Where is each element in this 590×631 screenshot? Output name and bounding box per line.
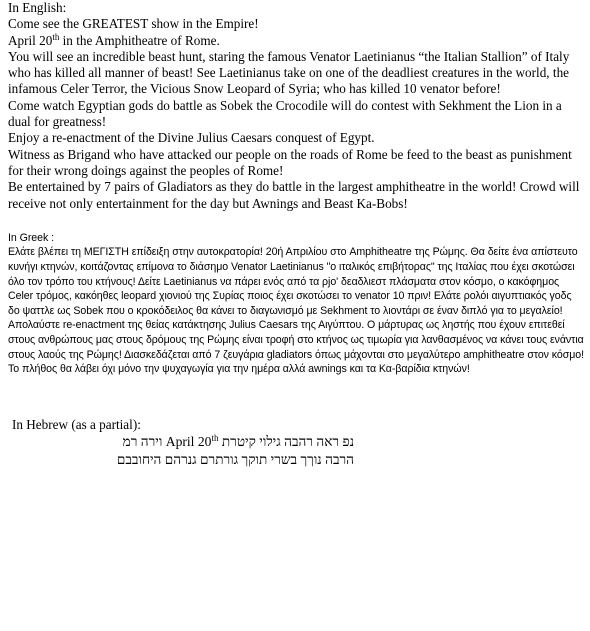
hebrew-date (166, 434, 219, 449)
hebrew-line-1-end: וירה רמ (122, 433, 163, 449)
greek-section (8, 231, 586, 377)
date-location-text: in the Amphitheatre of Rome. (59, 32, 220, 48)
english-paragraph-4: Come watch Egyptian gods do battle as Sobek the Crocodile will do contest with Sekhment the Lion in a dual for greatness! (8, 97, 562, 130)
hebrew-date-ordinal: th (211, 432, 219, 443)
english-paragraph-6: Witness as Brigand who have attacked our people on the roads of Rome be feed to the beast as punishment for their wrong doings against the peoples of Rome! (8, 146, 572, 178)
english-heading: In English: (8, 0, 67, 15)
english-paragraph-5: Enjoy a re-enactment of the Divine Julius Caesars conquest of Egypt. (8, 130, 375, 146)
document (8, 0, 586, 469)
english-paragraph-3: You will see an incredible beast hunt, staring the famous Venator Laetinianus “the Italian Stallion” of Italy who has killed all manner of beast! See Laetinianus take on one of the deadliest creatures in the world, the infamous Celer Terror, the Vicious Snow Leopard of Syria; who has killed 10 venator before! (8, 48, 570, 97)
hebrew-line-1-start: נפ ראה רהבה גילוי קיטרת (221, 433, 354, 449)
english-paragraph-1: Come see the GREATEST show in the Empire! (8, 16, 259, 32)
hebrew-heading: In Hebrew (as a partial): (12, 416, 141, 432)
english-section (8, 0, 586, 212)
greek-heading: In Greek : (8, 231, 55, 244)
hebrew-section (12, 417, 586, 469)
greek-body: Ελάτε βλέπει τη ΜΕΓΙΣΤΗ επίδειξη στην αυτοκρατορία! 20ή Απριλίου στο Amphitheatre της Ρώμης. Θα δείτε ένα απίστευτο κυνήγι κτηνών, κοιτάζοντας επίμονα το διάσημο Venator Laetinianus "ο ιταλικός επιβήτορας" της Ιταλίας που έχει σκοτώσει όλο τον τρόπο του κτήνους! Δείτε Laetinianus να πάρει ενός από τα ρjο' δεαδλιεστ πλάσματα στον κόσμο, ο κακόφημος Celer τρόμος, κακόηθες leopard χιονιού της Συρίας ποιος έχει σκοτώσει το venator 10 πριν! Ελάτε ρολόι αιγυπτιακός γοδς δο ψαττλε ως Sobek που ο κροκόδειλος θα κάνει το διαγωνισμό με Sekhment το λιοντάρι σε έναν διπλό για το μεγαλείο! Απολαύστε re-enactment της θείας κατάκτησης Julius Caesars της Αιγύπτου. Ο μάρτυρας ως ληστής που έχουν επιτεθεί στους ανθρώπους μας στους δρόμους της Ρώμης είναι τροφή στο κτήνος ως τιμωρία για λανθασμένος να κάνει τους ενάντια στους λαούς της Ρώμης! Διασκεδάζεται από 7 ζευγάρια gladiators όπως μάχονται στο μεγαλύτερο amphitheatre στον κόσμο! Το πλήθος θα λάβει όχι μόνο την ψυχαγωγία για την ημέρα αλλά awnings και τα Κα-βαρίδια κτηνών! (8, 246, 585, 376)
english-paragraph-2 (8, 33, 586, 49)
hebrew-line-1 (14, 433, 354, 451)
hebrew-lines (14, 433, 354, 469)
date-text: April 20 (8, 32, 53, 48)
hebrew-date-text: April 20 (165, 433, 212, 449)
english-paragraph-7: Be entertained by 7 pairs of Gladiators as they do battle in the largest amphitheatre in the world! Crowd will receive not only entertainment for the day but Awnings and Beast Ka-Bobs! (8, 179, 580, 211)
date-ordinal: th (52, 31, 60, 42)
hebrew-line-2: הרבה נוךך בשרי תוקך גורתרם גנרהם היחובבם (116, 451, 354, 467)
